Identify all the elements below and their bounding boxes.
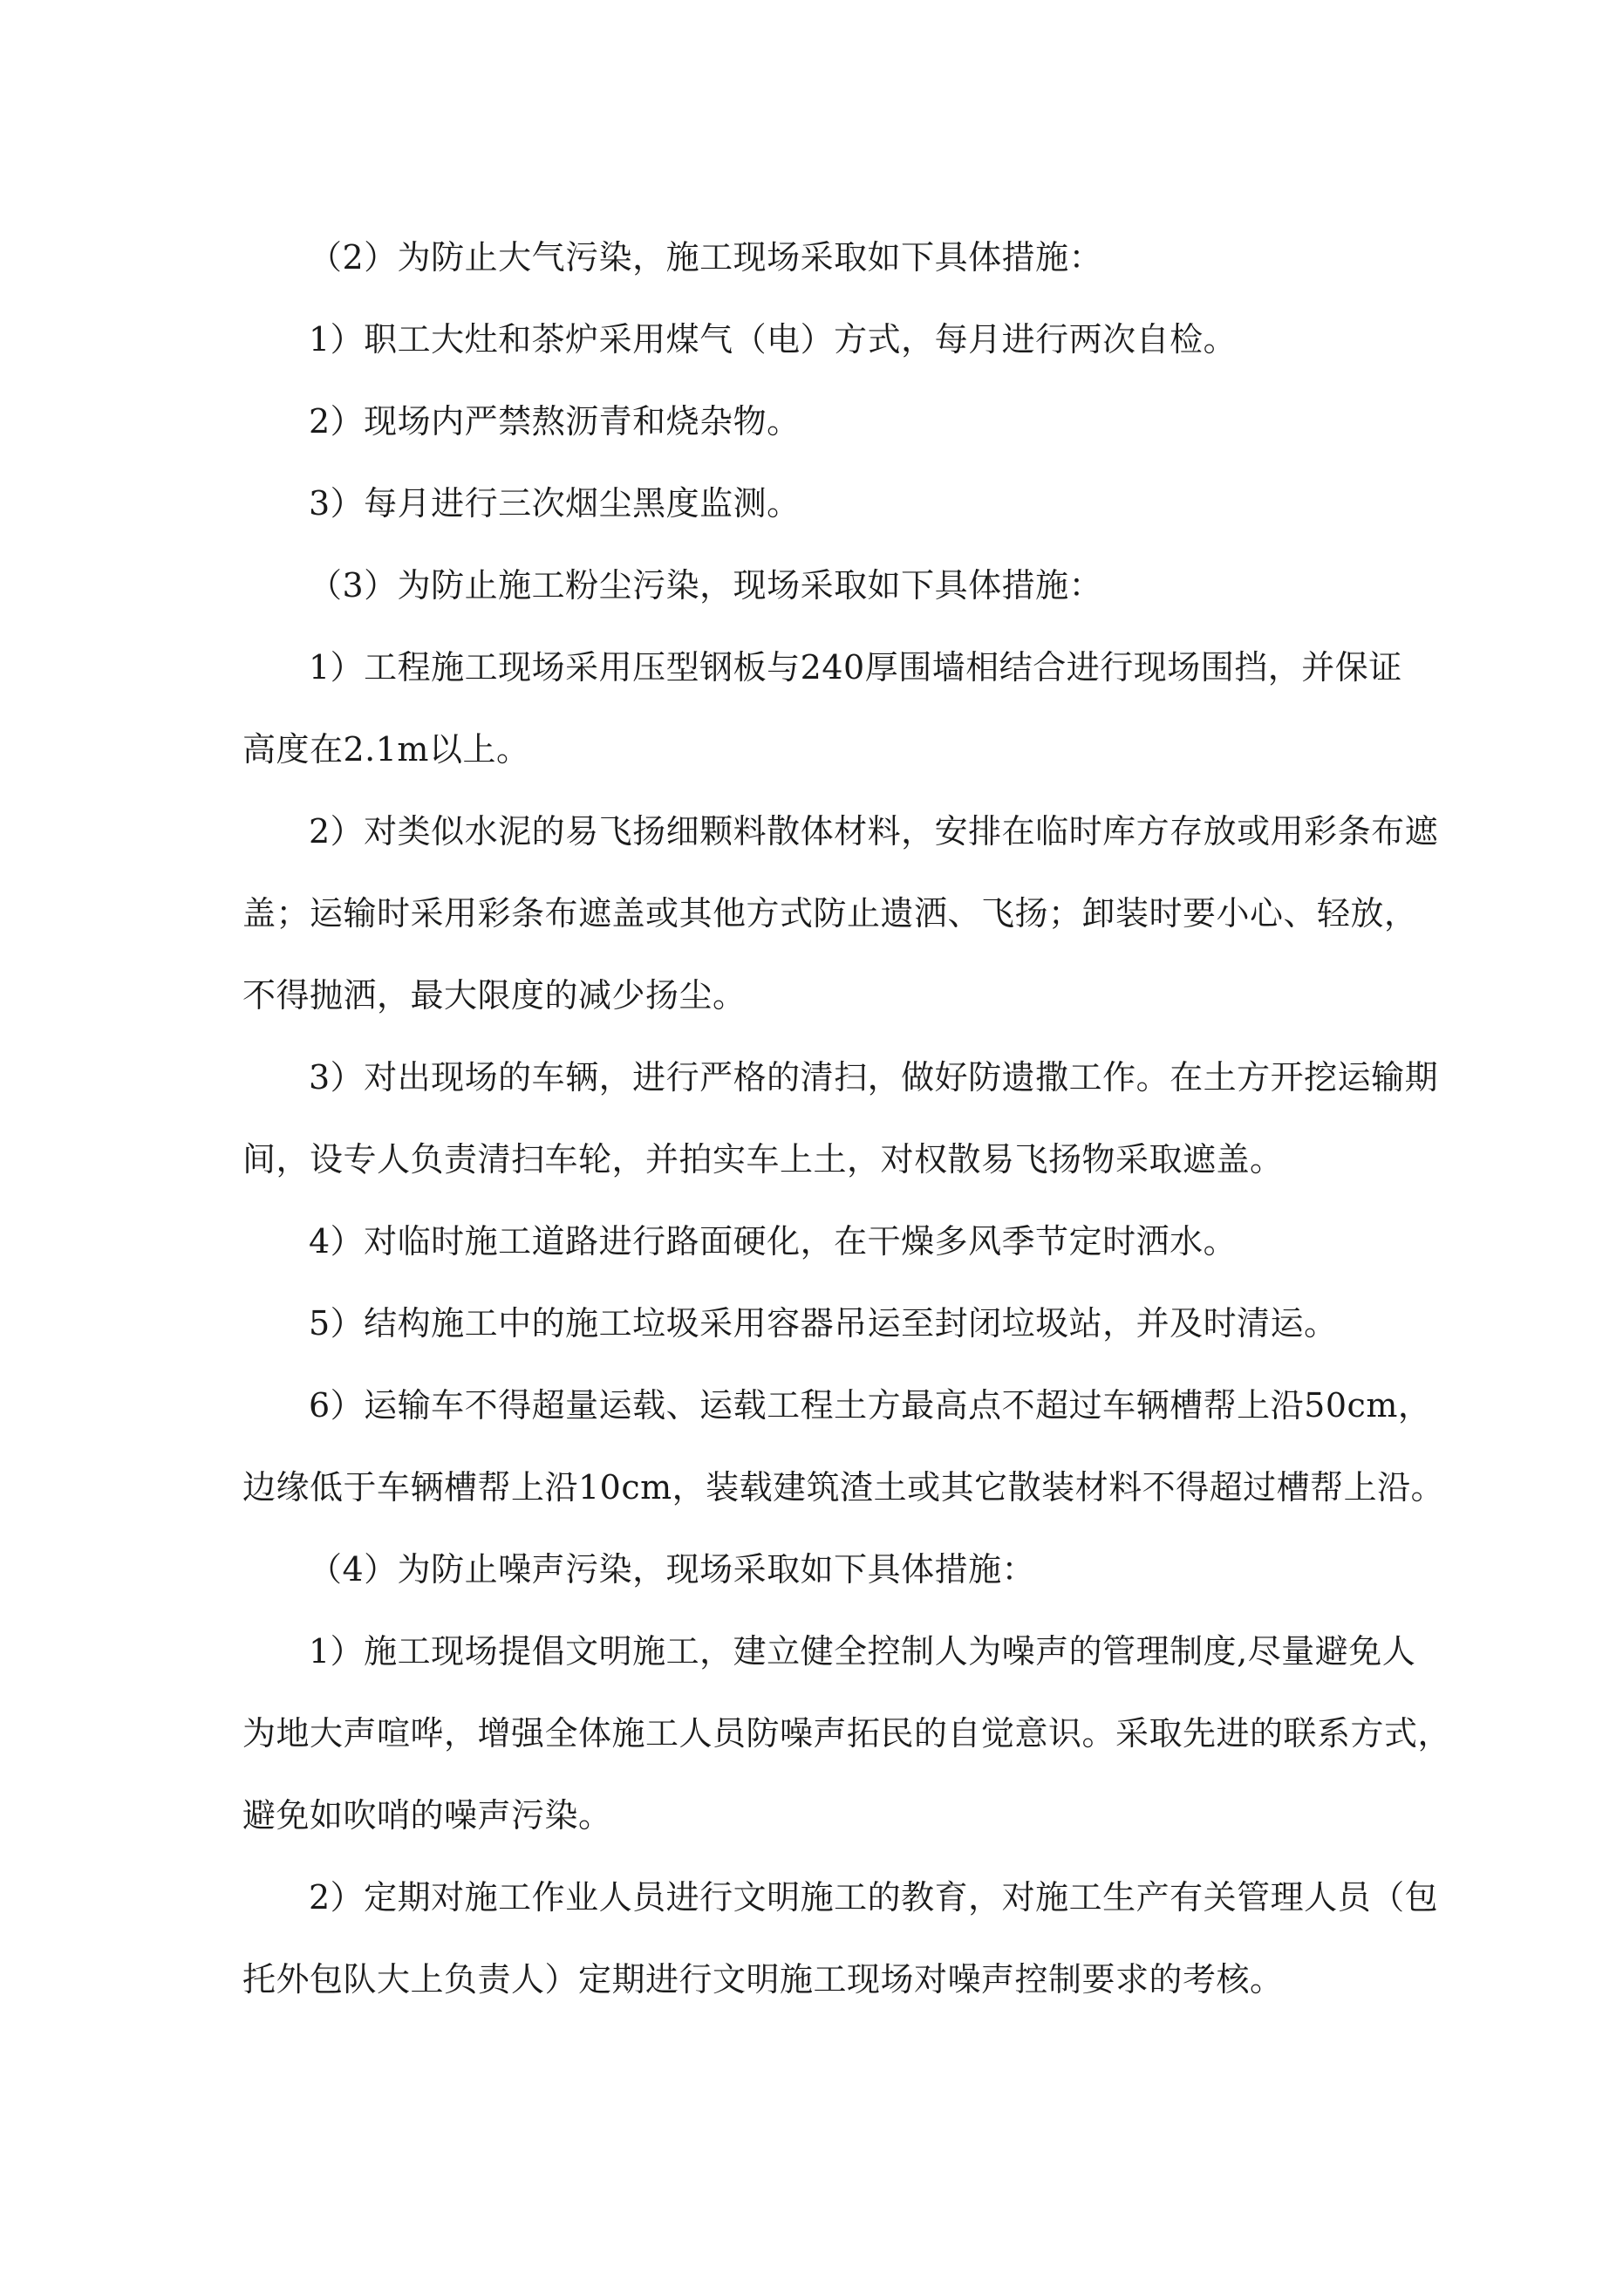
paragraph-line: 3）对出现场的车辆，进行严格的清扫，做好防遗撒工作。在土方开挖运输期	[309, 1058, 1439, 1097]
paragraph-line: （3）为防止施工粉尘污染，现场采取如下具体措施：	[309, 566, 1103, 605]
paragraph-11	[242, 1364, 1445, 1528]
paragraph-line: 6）运输车不得超量运载、运载工程土方最高点不超过车辆槽帮上沿50cm，	[309, 1386, 1432, 1425]
paragraph-line: （4）为防止噪声污染，现场采取如下具体措施：	[309, 1550, 1036, 1589]
paragraph-line: 1）职工大灶和茶炉采用煤气（电）方式，每月进行两次自检。	[309, 320, 1238, 359]
paragraph-5	[242, 544, 1394, 626]
paragraph-10	[242, 1282, 1394, 1364]
paragraph-line: 4）对临时施工道路进行路面硬化，在干燥多风季节定时洒水。	[309, 1222, 1238, 1261]
paragraph-12	[242, 1528, 1394, 1610]
paragraph-8	[242, 1036, 1439, 1200]
paragraph-line: 2）对类似水泥的易飞扬细颗料散体材料，安排在临时库方存放或用彩条布遮	[309, 812, 1439, 851]
paragraph-line: 避免如吹哨的噪声污染。	[242, 1796, 612, 1835]
paragraph-line: 间，设专人负责清扫车轮，并拍实车上土，对权散易飞扬物采取遮盖。	[242, 1140, 1284, 1179]
paragraph-line: 高度在2.1m以上。	[242, 730, 530, 769]
paragraph-9	[242, 1200, 1394, 1282]
paragraph-line: 1）施工现场提倡文明施工，建立健全控制人为噪声的管理制度,尽量避免人	[309, 1632, 1416, 1671]
paragraph-line: 5）结构施工中的施工垃圾采用容器吊运至封闭垃圾站，并及时清运。	[309, 1304, 1338, 1343]
paragraph-line: 2）定期对施工作业人员进行文明施工的教育，对施工生产有关管理人员（包	[309, 1878, 1439, 1917]
paragraph-2	[242, 298, 1394, 380]
paragraph-line: 盖；运输时采用彩条布遮盖或其他方式防止遗洒、飞扬；卸装时要小心、轻放，	[242, 894, 1418, 933]
paragraph-4	[242, 462, 1394, 544]
paragraph-line: 3）每月进行三次烟尘黑度监测。	[309, 484, 801, 523]
paragraph-line: 2）现场内严禁熬沥青和烧杂物。	[309, 402, 801, 441]
paragraph-1	[242, 216, 1394, 298]
paragraph-line: 不得抛洒，最大限度的减少扬尘。	[242, 976, 747, 1015]
paragraph-13	[242, 1610, 1452, 1856]
paragraph-7	[242, 790, 1439, 1036]
paragraph-line: 托外包队大上负责人）定期进行文明施工现场对噪声控制要求的考核。	[242, 1960, 1284, 1999]
paragraph-line: （2）为防止大气污染，施工现场采取如下具体措施：	[309, 238, 1103, 277]
paragraph-3	[242, 380, 1394, 462]
paragraph-line: 为地大声喧哗，增强全体施工人员防噪声拓民的自觉意识。采取先进的联系方式，	[242, 1714, 1452, 1753]
paragraph-14	[242, 1856, 1439, 2020]
paragraph-line: 边缘低于车辆槽帮上沿10cm，装载建筑渣土或其它散装材料不得超过槽帮上沿。	[242, 1468, 1445, 1507]
document-body	[242, 216, 1452, 2020]
paragraph-line: 1）工程施工现场采用压型钢板与240厚围墙相结合进行现场围挡，并保证	[309, 648, 1402, 687]
paragraph-6	[242, 626, 1402, 790]
